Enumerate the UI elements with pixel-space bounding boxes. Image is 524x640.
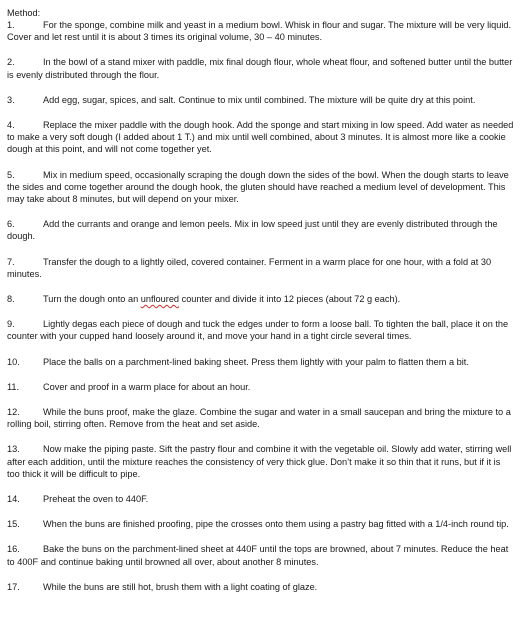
step-text: Bake the buns on the parchment-lined sheet at 440F until the tops are browned, about 7 minutes. Reduce the heat to 400F and continue baking until browned all over, about another 8 minutes. <box>7 544 509 567</box>
step-number: 1. <box>7 20 15 30</box>
step-5 <box>7 169 514 206</box>
step-text: Lightly degas each piece of dough and tuck the edges under to form a loose ball. To tighten the ball, place it on the counter with your cupped hand loosely around it, and move your hand in a tight circle several times. <box>7 319 509 342</box>
step-13 <box>7 443 514 480</box>
step-7 <box>7 256 514 280</box>
step-2 <box>7 56 514 80</box>
step-6 <box>7 218 514 242</box>
step-1 <box>7 19 514 43</box>
step-number: 6. <box>7 219 15 230</box>
step-text: Add the currants and orange and lemon peels. Mix in low speed just until they are evenly distributed through the dough. <box>7 219 498 242</box>
step-4 <box>7 119 514 156</box>
step-11 <box>7 381 514 393</box>
step-number: 13. <box>7 444 20 455</box>
spellcheck-flagged-word: unfloured <box>140 294 180 305</box>
step-15 <box>7 518 514 530</box>
step-3 <box>7 94 514 106</box>
step-text: Add egg, sugar, spices, and salt. Continue to mix until combined. The mixture will be quite dry at this point. <box>43 94 476 105</box>
step-text: Place the balls on a parchment-lined baking sheet. Press them lightly with your palm to flatten them a bit. <box>43 356 469 367</box>
step-number: 11. <box>7 381 20 392</box>
step-number: 2. <box>7 57 15 68</box>
method-steps <box>7 19 514 593</box>
step-number: 15. <box>7 519 20 530</box>
step-9 <box>7 318 514 342</box>
step-10 <box>7 356 514 368</box>
step-text: Mix in medium speed, occasionally scraping the dough down the sides of the bowl. When the dough starts to leave the sides and come together around the dough hook, the gluten should have reached a medium level of development. This may take about 8 minutes, but will depend on your mixer. <box>7 169 509 205</box>
step-text-before: Turn the dough onto an <box>43 294 141 305</box>
step-text: Replace the mixer paddle with the dough hook. Add the sponge and start mixing in low speed. Add water as needed to make a very soft dough (I added about 1 T.) and mix until well combined, about 3 minutes. It is almost more like a cookie dough at this point, and will not come together yet. <box>7 120 514 155</box>
step-text: Preheat the oven to 440F. <box>43 494 149 505</box>
step-number: 8. <box>7 294 15 305</box>
step-number: 10. <box>7 356 20 367</box>
step-number: 5. <box>7 169 15 180</box>
step-16 <box>7 543 514 567</box>
step-number: 12. <box>7 407 20 418</box>
step-number: 7. <box>7 256 15 267</box>
method-heading: Method: <box>7 8 41 18</box>
step-number: 3. <box>7 94 15 105</box>
step-text: Cover and proof in a warm place for about an hour. <box>43 381 251 392</box>
step-12 <box>7 406 514 430</box>
step-number: 16. <box>7 544 20 555</box>
step-text: Transfer the dough to a lightly oiled, covered container. Ferment in a warm place for one hour, with a fold at 30 minutes. <box>7 256 492 279</box>
step-17 <box>7 581 514 593</box>
step-number: 17. <box>7 581 20 592</box>
step-text: In the bowl of a stand mixer with paddle, mix final dough flour, whole wheat flour, and softened butter until the butter is evenly distributed through the flour. <box>7 57 513 80</box>
step-number: 9. <box>7 319 15 330</box>
step-number: 4. <box>7 120 15 131</box>
step-text-after: counter and divide it into 12 pieces (about 72 g each). <box>179 294 401 305</box>
step-text: When the buns are finished proofing, pipe the crosses onto them using a pastry bag fitted with a 1/4-inch round tip. <box>43 519 509 530</box>
step-text: While the buns proof, make the glaze. Combine the sugar and water in a small saucepan and bring the mixture to a rolling boil, stirring often. Remove from the heat and set aside. <box>7 407 511 430</box>
step-text: Now make the piping paste. Sift the pastry flour and combine it with the vegetable oil. Slowly add water, stirring well after each addition, until the mixture reaches the consistency of very thick glue. Don’t make it so thin that it runs, but if it is too thick it will be difficult to pipe. <box>7 444 512 479</box>
step-text: While the buns are still hot, brush them with a light coating of glaze. <box>43 581 318 592</box>
step-14 <box>7 493 514 505</box>
step-text: For the sponge, combine milk and yeast in a medium bowl. Whisk in flour and sugar. The mixture will be very liquid. Cover and let rest until it is about 3 times its original volume, 30 – 40 minutes. <box>7 20 512 43</box>
step-8 <box>7 293 514 305</box>
step-number: 14. <box>7 494 20 505</box>
